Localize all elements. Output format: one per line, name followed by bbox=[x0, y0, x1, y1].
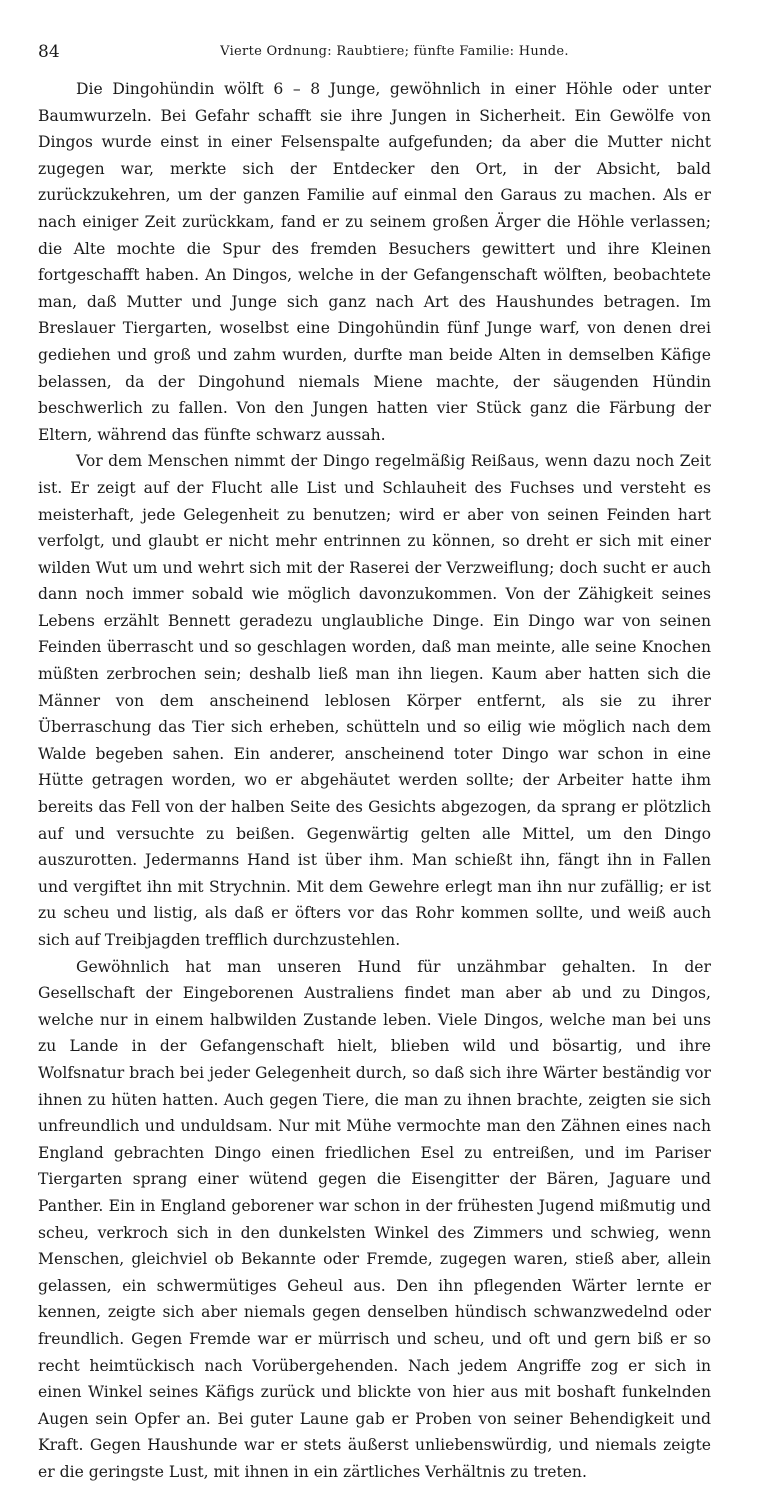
running-head bbox=[38, 40, 711, 64]
running-title: Vierte Ordnung: Raubtiere; fünfte Familie: Hunde. bbox=[220, 44, 569, 59]
body-text bbox=[38, 76, 711, 1485]
paragraph-litter: Die Dingohündin wölft 6 – 8 Junge, gewöhnlich in einer Höhle oder unter Baumwurzeln. Bei Gefahr schafft sie ihre Jungen in Sicherheit. Ein Gewölfe von Dingos wurde einst in einer Felsenspalte aufgefunden; da aber die Mutter nicht zugegen war, merkte sich der Entdecker den Ort, in der Absicht, bald zurückzukehren, um der ganzen Familie auf einmal den Garaus zu machen. Als er nach einiger Zeit zurückkam, fand er zu seinem großen Ärger die Höhle verlassen; die Alte mochte die Spur des fremden Besuchers gewittert und ihre Kleinen fortgeschafft haben. An Dingos, welche in der Gefangenschaft wölften, beobachtete man, daß Mutter und Junge sich ganz nach Art des Haushundes betragen. Im Breslauer Tiergarten, woselbst eine Dingohündin fünf Junge warf, von denen drei gediehen und groß und zahm wurden, durfte man beide Alten in demselben Käfige belassen, da der Dingohund niemals Miene machte, der säugenden Hündin beschwerlich zu fallen. Von den Jungen hatten vier Stück ganz die Färbung der Eltern, während das fünfte schwarz aussah. bbox=[38, 80, 711, 444]
paragraph-flight: Vor dem Menschen nimmt der Dingo regelmäßig Reißaus, wenn dazu noch Zeit ist. Er zeigt auf der Flucht alle List und Schlauheit des Fuchses und versteht es meisterhaft, jede Gelegenheit zu benutzen; wird er aber von seinen Feinden hart verfolgt, und glaubt er nicht mehr entrinnen zu können, so dreht er sich mit einer wilden Wut um und wehrt sich mit der Raserei der Verzweiflung; doch sucht er auch dann noch immer sobald wie möglich davonzukommen. Von der Zähigkeit seines Lebens erzählt Bennett geradezu unglaubliche Dinge. Ein Dingo war von seinen Feinden überrascht und so geschlagen worden, daß man meinte, alle seine Knochen müßten zerbrochen sein; deshalb ließ man ihn liegen. Kaum aber hatten sich die Männer von dem anscheinend leblosen Körper entfernt, als sie zu ihrer Überraschung das Tier sich erheben, schütteln und so eilig wie möglich nach dem Walde begeben sahen. Ein anderer, anscheinend toter Dingo war schon in eine Hütte getragen worden, wo er abgehäutet werden sollte; der Arbeiter hatte ihm bereits das Fell von der halben Seite des Gesichts abgezogen, da sprang er plötzlich auf und versuchte zu beißen. Gegenwärtig gelten alle Mittel, um den Dingo auszurotten. Jedermanns Hand ist über ihm. Man schießt ihn, fängt ihn in Fallen und vergiftet ihn mit Strychnin. Mit dem Gewehre erlegt man ihn nur zufällig; er ist zu scheu und listig, als daß er öfters vor das Rohr kommen sollte, und weiß auch sich auf Treibjagden trefflich durchzustehlen. bbox=[38, 452, 711, 949]
page-number: 84 bbox=[38, 42, 60, 62]
paragraph-taming: Gewöhnlich hat man unseren Hund für unzähmbar gehalten. In der Gesellschaft der Eingeborenen Australiens findet man aber ab und zu Dingos, welche nur in einem halbwilden Zustande leben. Viele Dingos, welche man bei uns zu Lande in der Gefangenschaft hielt, blieben wild und bösartig, und ihre Wolfsnatur brach bei jeder Gelegenheit durch, so daß sich ihre Wärter beständig vor ihnen zu hüten hatten. Auch gegen Tiere, die man zu ihnen brachte, zeigten sie sich unfreundlich und unduldsam. Nur mit Mühe vermochte man den Zähnen eines nach England gebrachten Dingo einen friedlichen Esel zu entreißen, und im Pariser Tiergarten sprang einer wütend gegen die Eisengitter der Bären, Jaguare und Panther. Ein in England geborener war schon in der frühesten Jugend mißmutig und scheu, verkroch sich in den dunkelsten Winkel des Zimmers und schwieg, wenn Menschen, gleichviel ob Bekannte oder Fremde, zugegen waren, stieß aber, allein gelassen, ein schwermütiges Geheul aus. Den ihn pflegenden Wärter lernte er kennen, zeigte sich aber niemals gegen denselben hündisch schwanzwedelnd oder freundlich. Gegen Fremde war er mürrisch und scheu, und oft und gern biß er so recht heimtückisch nach Vorübergehenden. Nach jedem Angriffe zog er sich in einen Winkel seines Käfigs zurück und blickte von hier aus mit boshaft funkelnden Augen sein Opfer an. Bei guter Laune gab er Proben von seiner Behendigkeit und Kraft. Gegen Haushunde war er stets äußerst unliebenswürdig, und niemals zeigte er die geringste Lust, mit ihnen in ein zärtliches Verhältnis zu treten. bbox=[38, 957, 711, 1481]
